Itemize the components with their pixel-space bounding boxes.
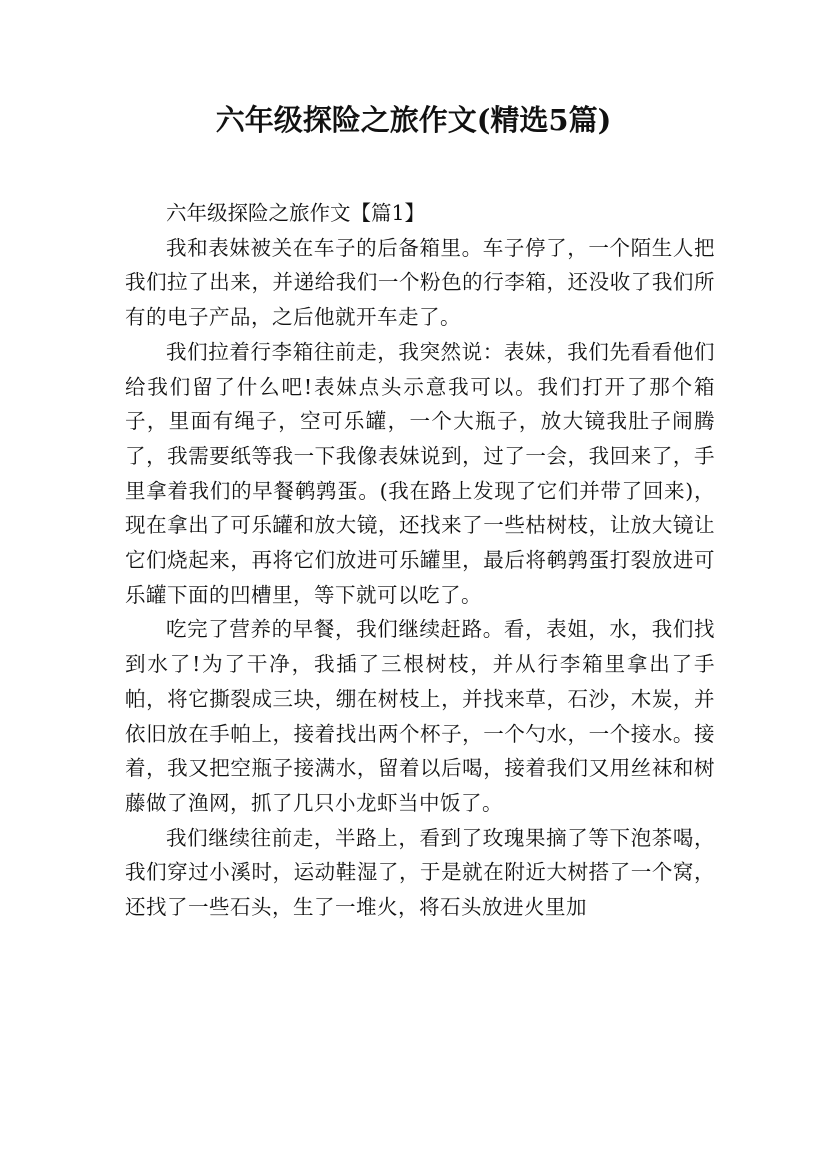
document-body: [125, 196, 715, 925]
paragraph: 我们拉着行李箱往前走，我突然说：表妹，我们先看看他们给我们留了什么吧!表妹点头示意我可以。我们打开了那个箱子，里面有绳子，空可乐罐，一个大瓶子，放大镜我肚子闹腾了，我需要纸等我一下我像表妹说到，过了一会，我回来了，手里拿着我们的早餐鹌鹑蛋。(我在路上发现了它们并带了回来)，现在拿出了可乐罐和放大镜，还找来了一些枯树枝，让放大镜让它们烧起来，再将它们放进可乐罐里，最后将鹌鹑蛋打裂放进可乐罐下面的凹槽里，等下就可以吃了。: [125, 339, 715, 607]
paragraph: 我们继续往前走，半路上，看到了玫瑰果摘了等下泡茶喝，我们穿过小溪时，运动鞋湿了，于是就在附近大树搭了一个窝，还找了一些石头，生了一堆火，将石头放进火里加: [125, 825, 715, 920]
section-heading: 六年级探险之旅作文【篇1】: [166, 201, 426, 225]
paragraph: 吃完了营养的早餐，我们继续赶路。看，表姐，水，我们找到水了!为了干净，我插了三根树枝，并从行李箱里拿出了手帕，将它撕裂成三块，绷在树枝上，并找来草，石沙，木炭，并依旧放在手帕上，接着找出两个杯子，一个勺水，一个接水。接着，我又把空瓶子接满水，留着以后喝，接着我们又用丝袜和树藤做了渔网，抓了几只小龙虾当中饭了。: [125, 617, 715, 815]
document-title: 六年级探险之旅作文(精选5篇): [215, 103, 612, 137]
paragraph: 我和表妹被关在车子的后备箱里。车子停了，一个陌生人把我们拉了出来，并递给我们一个粉色的行李箱，还没收了我们所有的电子产品，之后他就开车走了。: [125, 235, 715, 330]
